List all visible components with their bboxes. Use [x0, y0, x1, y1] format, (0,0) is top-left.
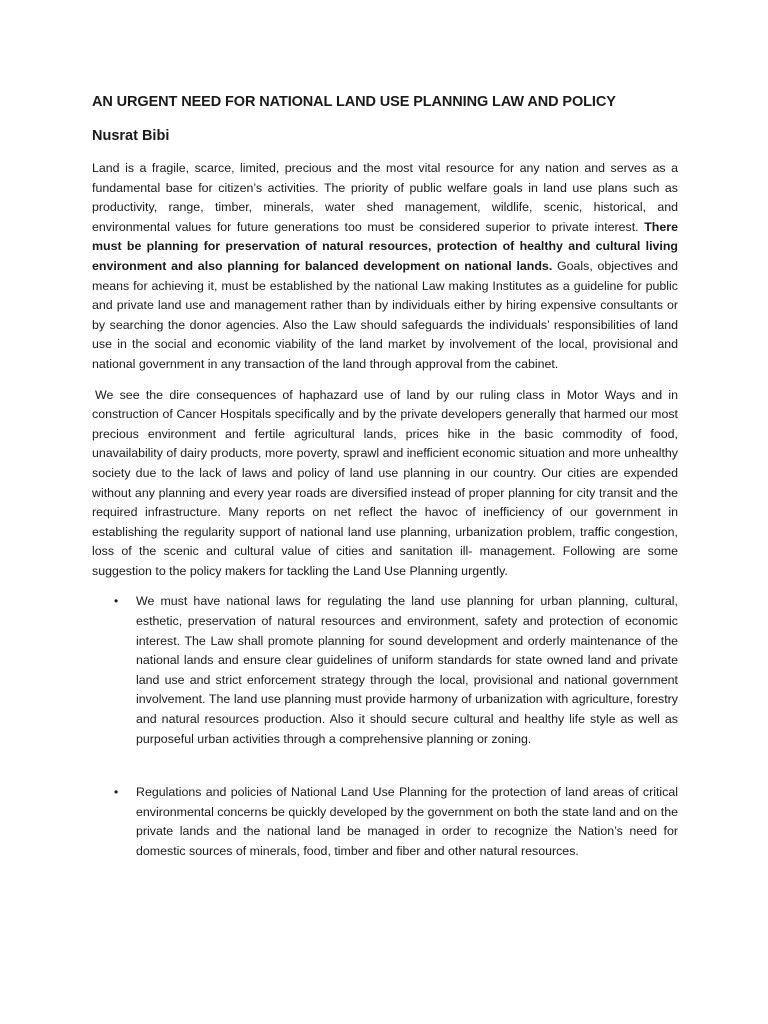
bullet-icon: •: [114, 594, 119, 609]
author-name: Nusrat Bibi: [92, 128, 170, 144]
list-item-text: Regulations and policies of National Land Use Planning for the protection of land areas of critical environmental concerns be quickly developed by the government on both the state land and on the private lands and the national land be managed in order to recognize the Nation’s need for domestic sources of minerals, food, timber and fiber and other natural resources.: [136, 785, 678, 858]
document-title: AN URGENT NEED FOR NATIONAL LAND USE PLANNING LAW AND POLICY: [92, 94, 616, 110]
paragraph-intro: [92, 159, 678, 375]
list-item-text: We must have national laws for regulating the land use planning for urban planning, cultural, esthetic, preservation of natural resources and environment, safety and protection of economic interest. The Law shall promote planning for sound development and orderly maintenance of the national lands and ensure clear guidelines of uniform standards for state owned land and private land use and strict enforcement strategy through the local, provisional and national government involvement. The land use planning must provide harmony of urbanization with agriculture, forestry and natural resources production. Also it should secure cultural and healthy life style as well as purposeful urban activities through a comprehensive planning or zoning.: [136, 594, 678, 746]
list-item: [92, 592, 678, 749]
document-body: [92, 92, 678, 862]
suggestion-list: [92, 592, 678, 861]
list-item: [92, 783, 678, 861]
paragraph-consequences: We see the dire consequences of haphazard use of land by our ruling class in Motor Ways and in construction of Cancer Hospitals specifically and by the private developers generally that harmed our most precious environment and fertile agricultural lands, prices hike in the basic commodity of food, unavailability of dairy products, more poverty, sprawl and inefficient economic situation and more unhealthy society due to the lack of laws and policy of land use planning in our country. Our cities are expended without any planning and every year roads are diversified instead of proper planning for city transit and the required infrastructure. Many reports on net reflect the havoc of inefficiency of our government in establishing the regularity support of national land use planning, urbanization problem, traffic congestion, loss of the scenic and cultural value of cities and sanitation ill- management. Following are some suggestion to the policy makers for tackling the Land Use Planning urgently.: [92, 387, 678, 578]
bullet-icon: •: [114, 785, 119, 800]
paragraph-intro-rest: Goals, objectives and means for achieving it, must be established by the national Law making Institutes as a guideline for public and private land use and management rather than by individuals either by hiring expensive consultants or by searching the donor agencies. Also the Law should safeguards the individuals’ responsibilities of land use in the social and economic viability of the land market by involvement of the local, provisional and national government in any transaction of the land through approval from the cabinet.: [92, 258, 678, 371]
paragraph-intro-text: Land is a fragile, scarce, limited, precious and the most vital resource for any nation and serves as a fundamental base for citizen’s activities. The priority of public welfare goals in land use plans such as productivity, range, timber, minerals, water shed management, wildlife, scenic, historical, and environmental values for future generations too must be considered superior to private interest.: [92, 161, 678, 234]
paragraph-intro-emphasis: There must be planning for preservation of natural resources, protection of healthy and cultural living environment and also planning for balanced development on national lands.: [92, 219, 678, 273]
